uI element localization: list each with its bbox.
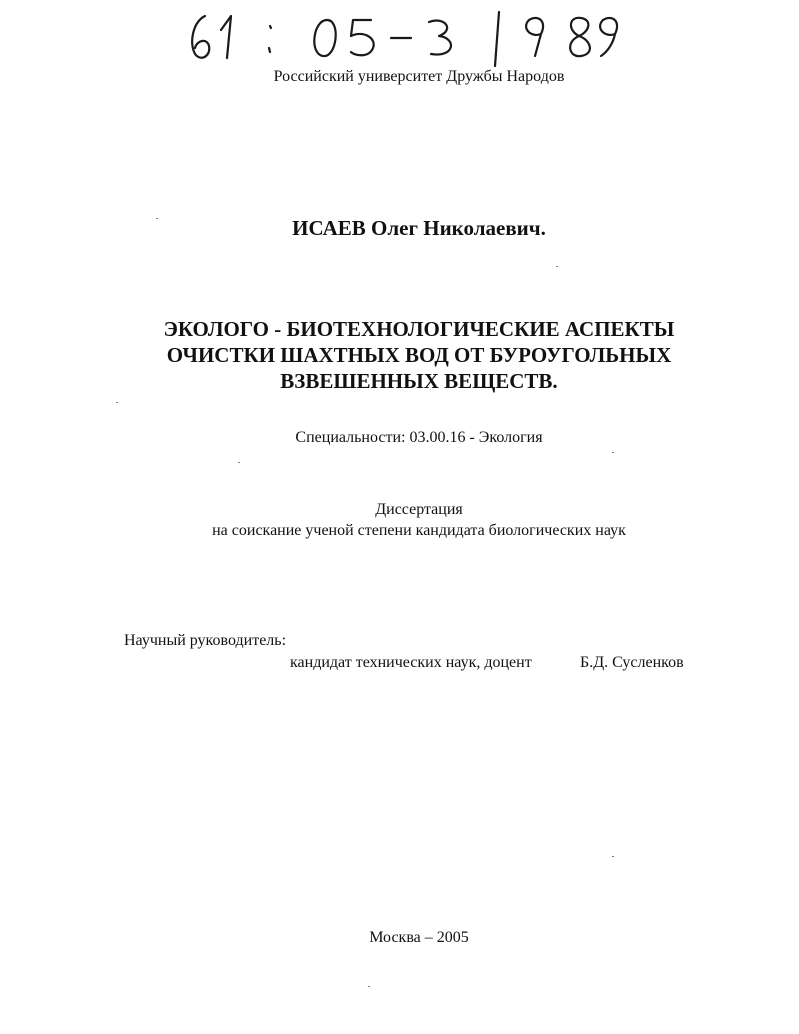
scan-speck xyxy=(612,856,614,857)
supervisor-rank: кандидат технических наук, доцент xyxy=(290,654,532,671)
scan-speck xyxy=(368,986,370,987)
scan-speck xyxy=(156,218,158,219)
university-name: Российский университет Дружбы Народов xyxy=(273,68,565,85)
author-name: ИСАЕВ Олег Николаевич. xyxy=(292,216,546,240)
speciality: Специальности: 03.00.16 - Экология xyxy=(295,429,543,446)
supervisor-name: Б.Д. Сусленков xyxy=(580,654,684,671)
archive-number-handwriting xyxy=(185,8,635,68)
supervisor-label: Научный руководитель: xyxy=(124,632,287,649)
title-line: ОЧИСТКИ ШАХТНЫХ ВОД ОТ БУРОУГОЛЬНЫХ xyxy=(166,343,672,367)
scan-speck xyxy=(238,462,240,463)
dissertation-title xyxy=(0,316,799,394)
city-year: Москва – 2005 xyxy=(369,929,469,946)
dissertation-degree: на соискание ученой степени кандидата биологических наук xyxy=(212,522,626,539)
dissertation-type: Диссертация xyxy=(375,501,463,518)
scan-speck xyxy=(612,452,614,453)
scan-speck xyxy=(556,266,558,267)
title-line: ЭКОЛОГО - БИОТЕХНОЛОГИЧЕСКИЕ АСПЕКТЫ xyxy=(163,317,675,341)
title-line: ВЗВЕШЕННЫХ ВЕЩЕСТВ. xyxy=(280,369,558,393)
scan-speck xyxy=(116,402,118,403)
handwritten-archive-number xyxy=(185,8,635,68)
